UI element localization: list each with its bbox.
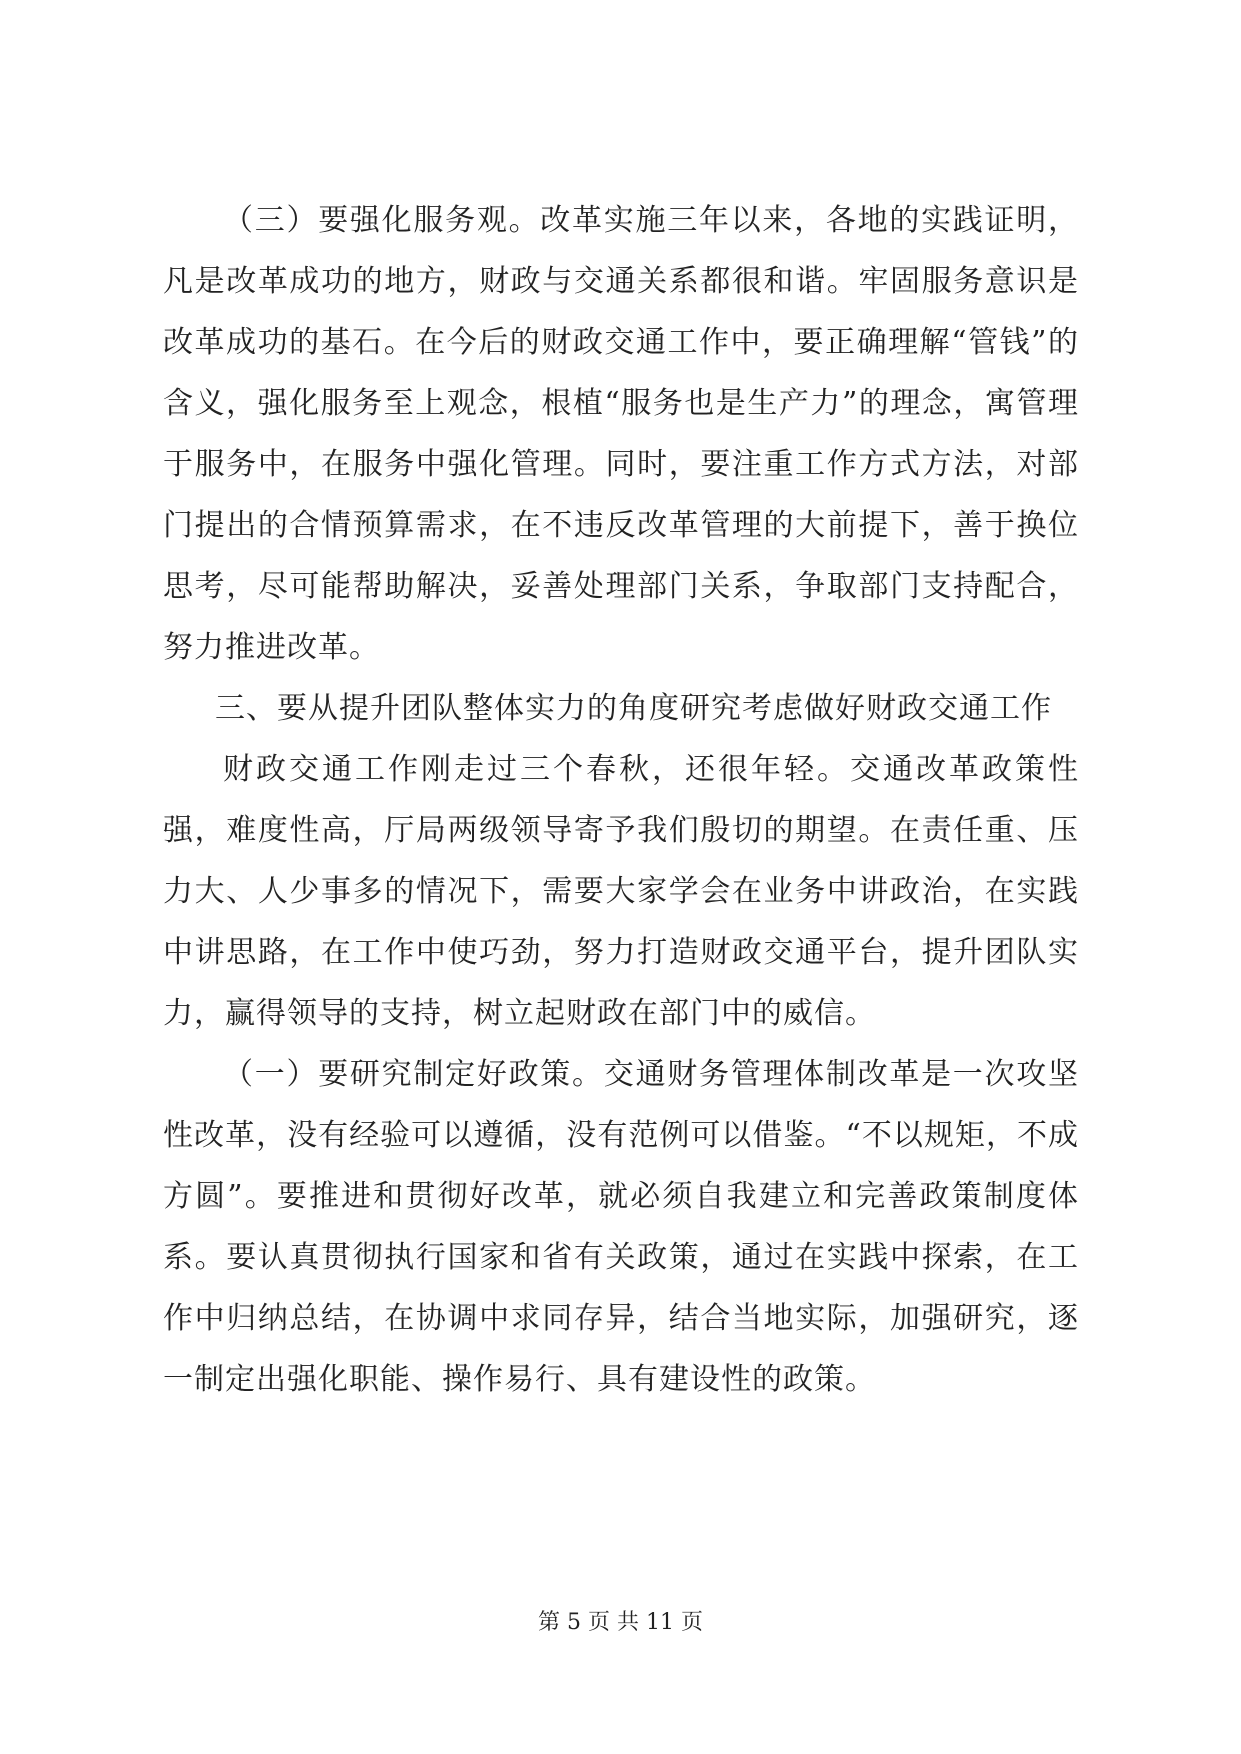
paragraph-service-concept: （三）要强化服务观。改革实施三年以来，各地的实践证明，凡是改革成功的地方，财政与交通关系都很和谐。牢固服务意识是改革成功的基石。在今后的财政交通工作中，要正确理解“管钱”的含义，强化服务至上观念，根植“服务也是生产力”的理念，寓管理于服务中，在服务中强化管理。同时，要注重工作方式方法，对部门提出的合情预算需求，在不违反改革管理的大前提下，善于换位思考，尽可能帮助解决，妥善处理部门关系，争取部门支持配合，努力推进改革。: [163, 203, 1079, 665]
document-body: [163, 190, 1079, 1410]
page-number-footer: 第 5 页 共 11 页: [538, 1610, 703, 1635]
paragraph-policy-making: （一）要研究制定好政策。交通财务管理体制改革是一次攻坚性改革，没有经验可以遵循，没有范例可以借鉴。“不以规矩，不成方圆”。要推进和贯彻好改革，就必须自我建立和完善政策制度体系。要认真贯彻执行国家和省有关政策，通过在实践中探索，在工作中归纳总结，在协调中求同存异，结合当地实际，加强研究，逐一制定出强化职能、操作易行、具有建设性的政策。: [163, 1057, 1079, 1397]
paragraph-team-strength: 财政交通工作刚走过三个春秋，还很年轻。交通改革政策性强，难度性高，厅局两级领导寄予我们殷切的期望。在责任重、压力大、人少事多的情况下，需要大家学会在业务中讲政治，在实践中讲思路，在工作中使巧劲，努力打造财政交通平台，提升团队实力，赢得领导的支持，树立起财政在部门中的威信。: [163, 752, 1079, 1031]
section-heading-three: 三、要从提升团队整体实力的角度研究考虑做好财政交通工作: [215, 691, 1052, 726]
